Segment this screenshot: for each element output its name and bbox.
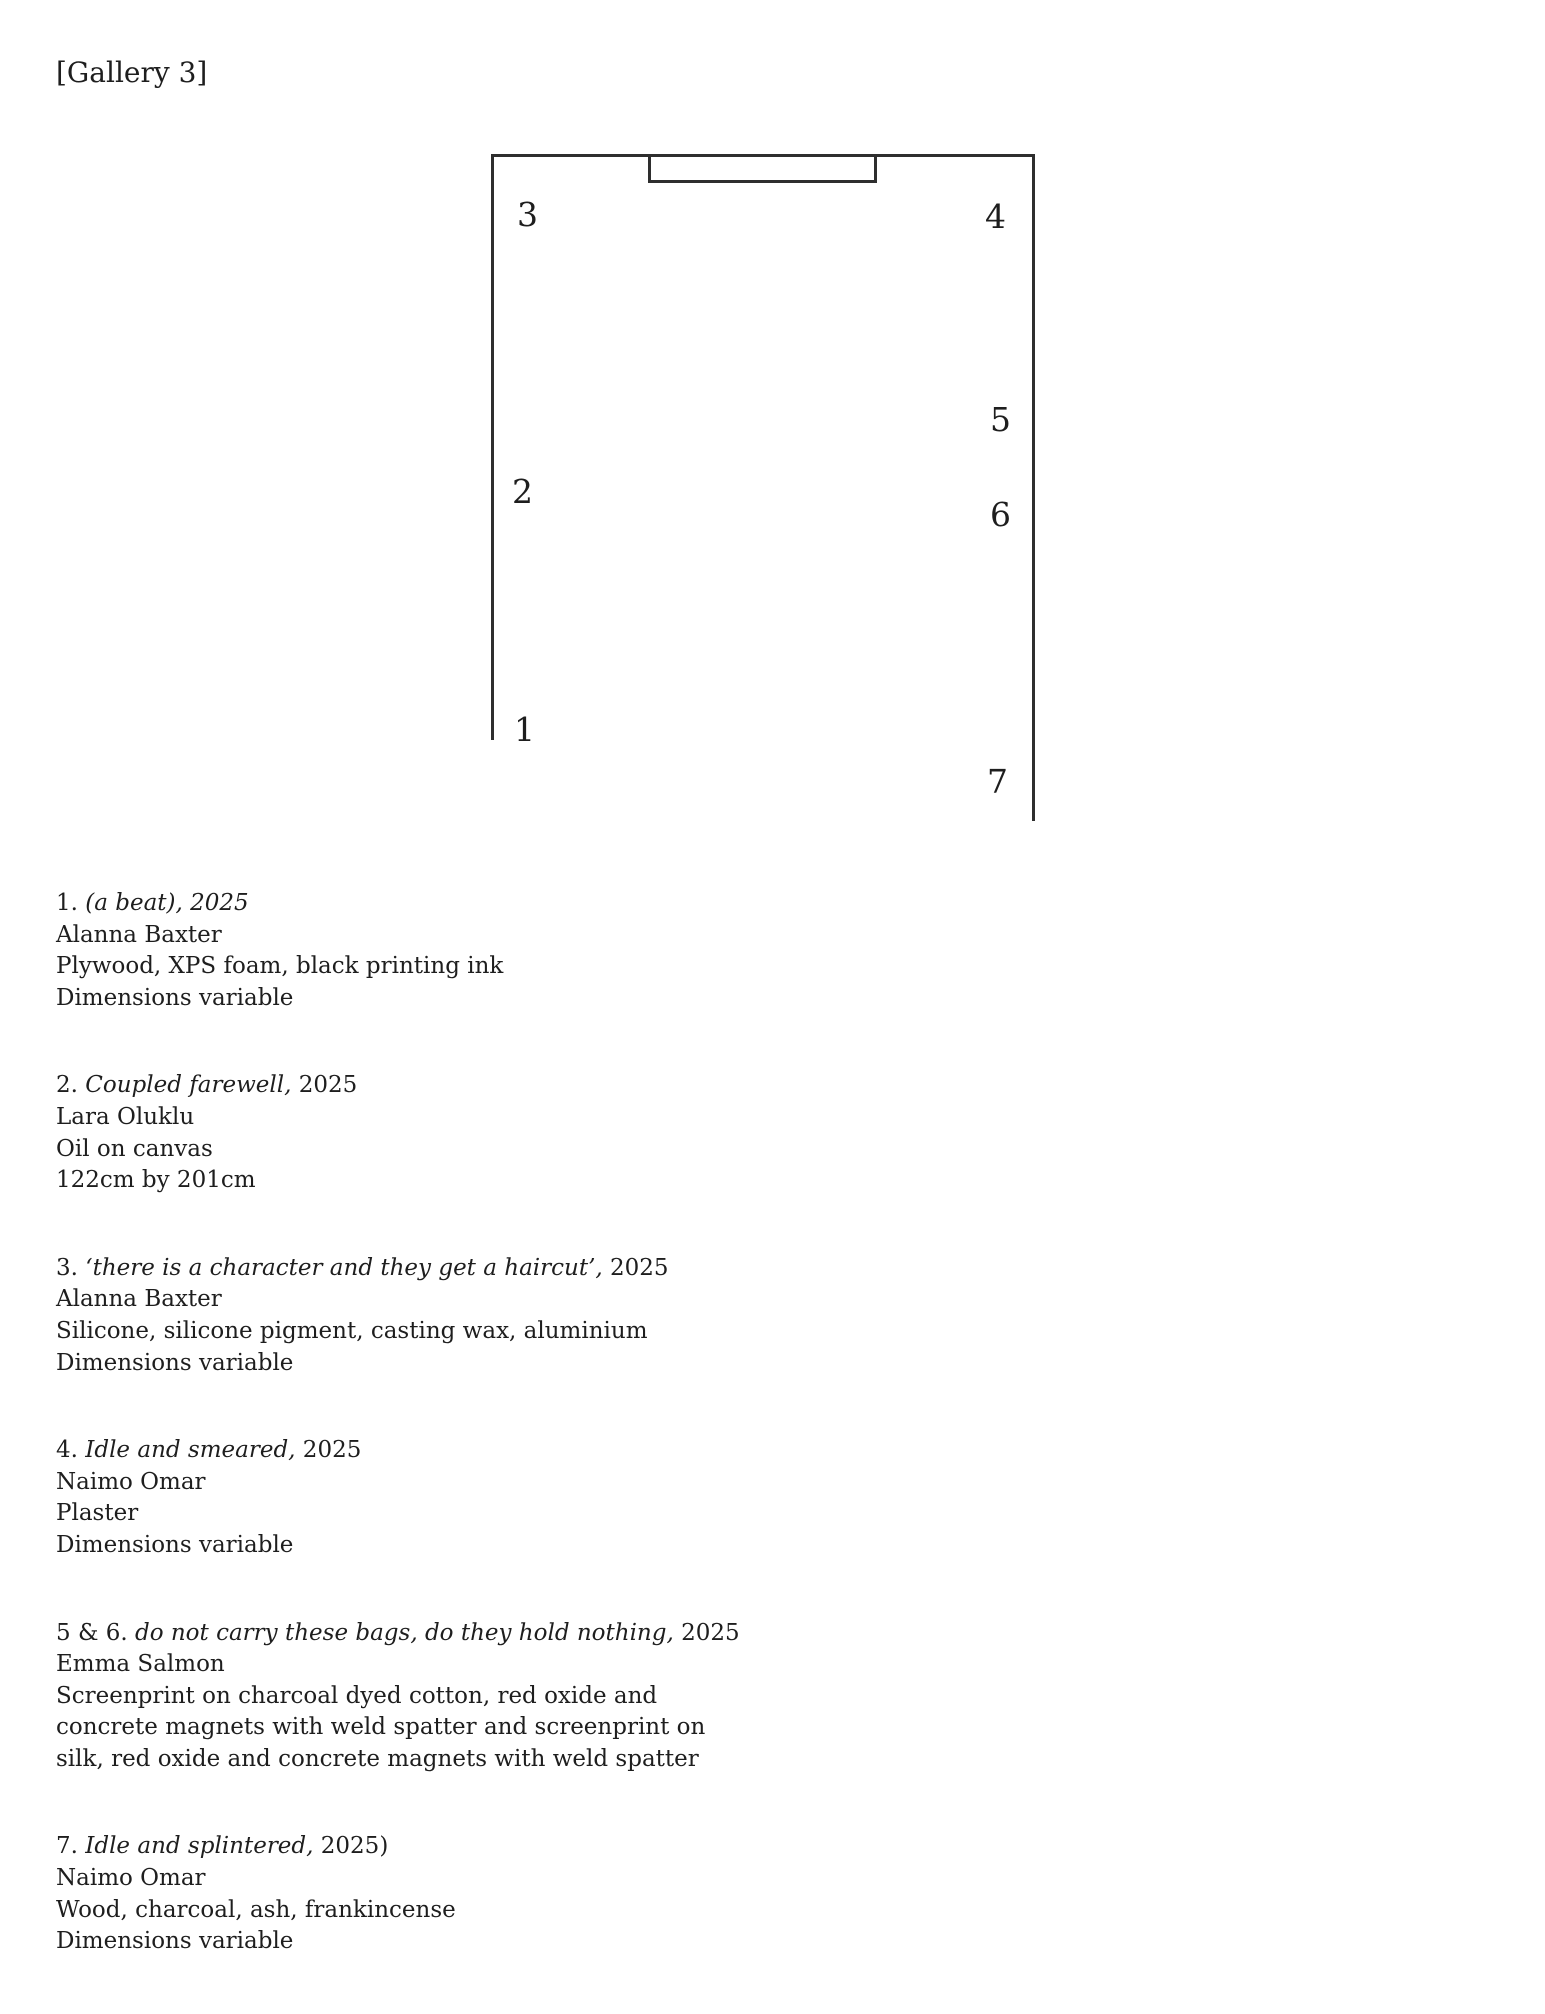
artwork-number: 4. [56, 1437, 86, 1464]
artwork-dimensions: Dimensions variable [56, 1349, 294, 1376]
artist-name: Naimo Omar [56, 1468, 206, 1495]
artwork-heading [56, 1253, 1006, 1285]
wall-right [1032, 154, 1035, 821]
artwork-year: 2025 [673, 1619, 740, 1646]
artwork-marker-3: 3 [517, 195, 538, 234]
artwork-heading [56, 888, 1006, 920]
artwork-title: Coupled farewell, [85, 1072, 292, 1099]
artist-name: Lara Oluklu [56, 1103, 195, 1130]
artwork-entry-4 [56, 1435, 1006, 1561]
artwork-year: 2025 [291, 1072, 358, 1099]
artwork-marker-2: 2 [512, 472, 533, 511]
artwork-heading [56, 1070, 1006, 1102]
page-title: [Gallery 3] [56, 56, 208, 89]
artist-name: Alanna Baxter [56, 921, 222, 948]
artwork-dimensions: Dimensions variable [56, 1928, 294, 1955]
artwork-materials: Silicone, silicone pigment, casting wax, aluminium [56, 1317, 648, 1344]
artwork-marker-6: 6 [990, 495, 1011, 534]
artwork-year: 2025 [602, 1254, 669, 1281]
artwork-year: 2025 [295, 1437, 362, 1464]
artwork-title: do not carry these bags, do they hold nothing, [134, 1619, 674, 1646]
artwork-marker-4: 4 [985, 197, 1006, 236]
artwork-entry-5-6 [56, 1618, 1006, 1776]
wall-left [491, 154, 494, 740]
artwork-materials: concrete magnets with weld spatter and screenprint on [56, 1714, 706, 1741]
artwork-list [56, 888, 1006, 2014]
artwork-materials: Wood, charcoal, ash, frankincense [56, 1896, 456, 1923]
artwork-title: Idle and splintered, [85, 1833, 314, 1860]
artist-name: Naimo Omar [56, 1865, 206, 1892]
artwork-number: 1. [56, 890, 86, 916]
artwork-heading [56, 1618, 1006, 1650]
artwork-dimensions: Dimensions variable [56, 984, 294, 1011]
floorplan-diagram [491, 154, 1035, 821]
artwork-entry-1 [56, 888, 1006, 1014]
artwork-marker-5: 5 [990, 400, 1011, 439]
door-notch [648, 154, 877, 183]
artwork-year: 2025) [313, 1833, 389, 1860]
artwork-materials: Plaster [56, 1500, 139, 1527]
artwork-materials: Plywood, XPS foam, black printing ink [56, 953, 504, 980]
artwork-number: 7. [56, 1833, 86, 1860]
artwork-number: 3. [56, 1254, 86, 1281]
artwork-materials: Screenprint on charcoal dyed cotton, red oxide and [56, 1682, 658, 1709]
artwork-number: 5 & 6. [56, 1619, 135, 1646]
artwork-entry-2 [56, 1070, 1006, 1196]
artwork-entry-3 [56, 1253, 1006, 1379]
artwork-marker-7: 7 [987, 762, 1008, 801]
artwork-marker-1: 1 [514, 710, 535, 749]
artwork-dimensions: 122cm by 201cm [56, 1167, 256, 1194]
artist-name: Emma Salmon [56, 1651, 225, 1678]
artwork-heading [56, 1831, 1006, 1863]
artwork-materials: Oil on canvas [56, 1135, 213, 1162]
artwork-title: (a beat), 2025 [85, 890, 249, 916]
artwork-entry-7 [56, 1831, 1006, 1957]
artwork-title: Idle and smeared, [85, 1437, 296, 1464]
artwork-title: ‘there is a character and they get a haircut’, [85, 1254, 603, 1281]
artist-name: Alanna Baxter [56, 1286, 222, 1313]
artwork-number: 2. [56, 1072, 86, 1099]
artwork-dimensions: Dimensions variable [56, 1531, 294, 1558]
artwork-heading [56, 1435, 1006, 1467]
artwork-materials: silk, red oxide and concrete magnets with weld spatter [56, 1745, 699, 1772]
